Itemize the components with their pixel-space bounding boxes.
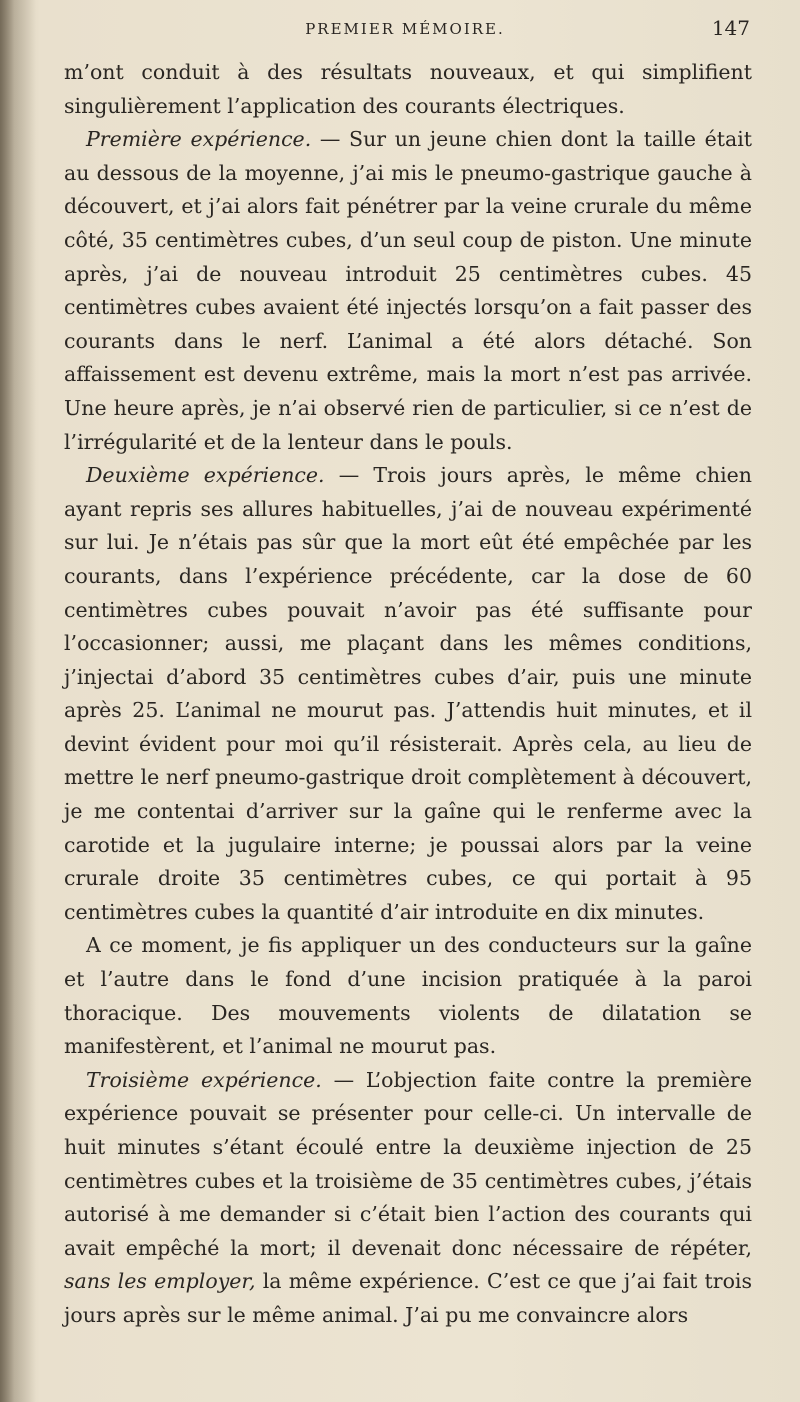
paragraph-experience-3: [64, 1064, 752, 1333]
paragraph-lead: Troisième expérience.: [86, 1067, 322, 1092]
paragraph-text: — L’objection faite contre la première expérience pouvait se présenter pour celle-ci. Un intervalle de huit minutes s’étant écoulé entre la deuxième injection de 25 centimètres cubes et la troisième de 35 centimètres cubes, j’étais autorisé à me demander si c’était bien l’action des courants qui avait empêché la mort; il devenait donc nécessaire de répéter,: [64, 1067, 752, 1260]
paragraph-text: la même expérience. C’est ce que j’ai fait trois jours après sur le même animal. J’ai pu me convaincre alors: [64, 1269, 752, 1327]
paragraph-text: A ce moment, je fis appliquer un des conducteurs sur la gaîne et l’autre dans le fond d’une incision pratiquée à la paroi thoracique. Des mouvements violents de dilatation se manifestèrent, et l’animal ne mourut pas.: [64, 933, 752, 1059]
paragraph-lead: Deuxième expérience.: [86, 463, 325, 488]
paragraph-experience-2: [64, 459, 752, 929]
page-number: 147: [711, 16, 750, 40]
paragraph-text: m’ont conduit à des résultats nouveaux, et qui simplifient singulièrement l’application des courants électriques.: [64, 60, 752, 118]
paragraph-lead: Première expérience.: [86, 127, 312, 152]
paragraph-italic-phrase: sans les employer,: [64, 1269, 256, 1294]
binding-shadow: [0, 0, 36, 1402]
paragraph-text: — Sur un jeune chien dont la taille était au dessous de la moyenne, j’ai mis le pneumo-gastrique gauche à découvert, et j’ai alors fait pénétrer par la veine crurale du même côté, 35 centimètres cubes, d’un seul coup de piston. Une minute après, j’ai de nouveau introduit 25 centimètres cubes. 45 centimètres cubes avaient été injectés lorsqu’on a fait passer des courants dans le nerf. L’animal a été alors détaché. Son affaissement est devenu extrême, mais la mort n’est pas arrivée. Une heure après, je n’ai observé rien de particulier, si ce n’est de l’irrégularité et de la lenteur dans le pouls.: [64, 127, 753, 454]
paragraph-conductors: [64, 929, 752, 1063]
running-title: PREMIER MÉMOIRE.: [305, 20, 505, 38]
page-header: [60, 14, 750, 42]
body-text: [64, 56, 752, 1333]
paragraph-text: — Trois jours après, le même chien ayant repris ses allures habituelles, j’ai de nouveau expérimenté sur lui. Je n’étais pas sûr que la mort eût été empêchée par les courants, dans l’expérience précédente, car la dose de 60 centimètres cubes pouvait n’avoir pas été suffisante pour l’occasionner; aussi, me plaçant dans les mêmes conditions, j’injectai d’abord 35 centimètres cubes d’air, puis une minute après 25. L’animal ne mourut pas. J’attendis huit minutes, et il devint évident pour moi qu’il résisterait. Après cela, au lieu de mettre le nerf pneumo-gastrique droit complètement à découvert, je me contentai d’arriver sur la gaîne qui le renferme avec la carotide et la jugulaire interne; je poussai alors par la veine crurale droite 35 centimètres cubes, ce qui portait à 95 centimètres cubes la quantité d’air introduite en dix minutes.: [64, 463, 752, 924]
paragraph-continuation: [64, 56, 752, 123]
paragraph-experience-1: [64, 123, 752, 459]
